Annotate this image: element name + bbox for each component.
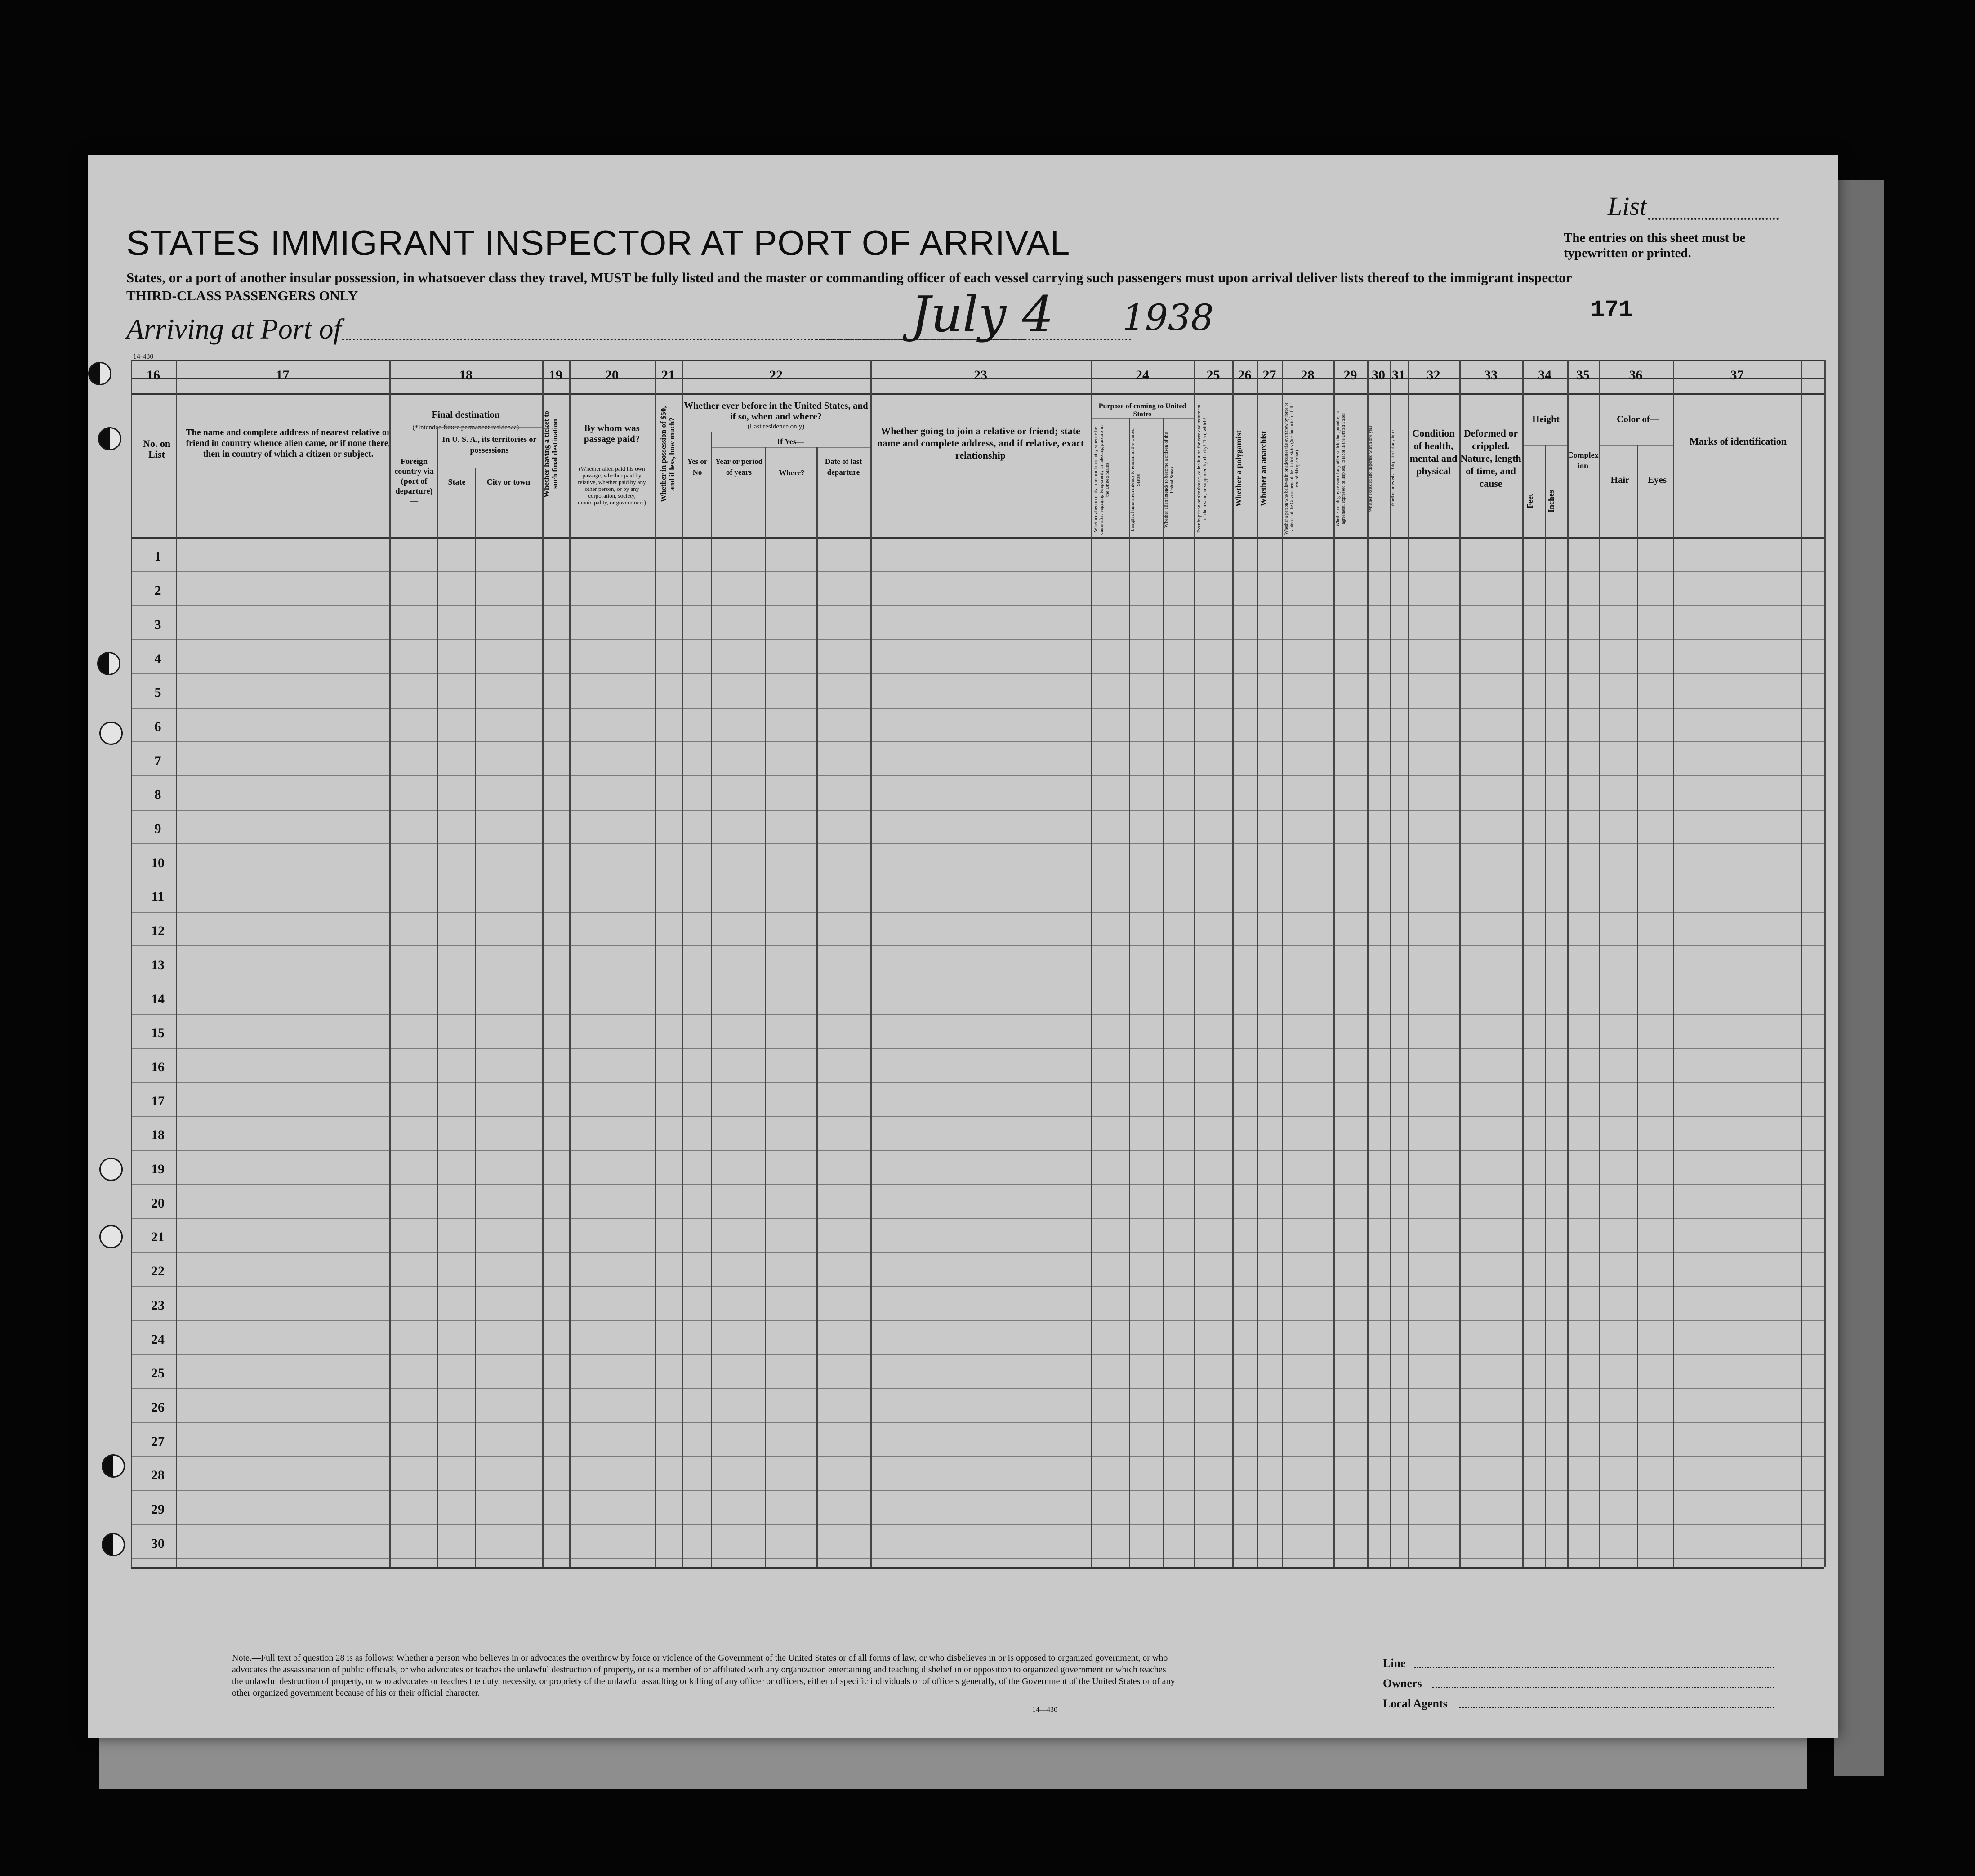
column-number: 21 bbox=[661, 368, 675, 383]
manifest-sheet bbox=[88, 155, 1838, 1738]
table-column-rule bbox=[1091, 360, 1092, 1567]
handwritten-date: July 4 bbox=[911, 285, 1054, 343]
header-prison: Ever in prison or almshouse, or institution for care and treatment of the insane, or supported by charity? If so, which? bbox=[1196, 405, 1208, 533]
table-column-rule bbox=[682, 360, 683, 1567]
table-column-rule bbox=[816, 447, 818, 1567]
header-purpose-return: Whether alien intends to return to country whence he came after engaging temporarily in laboring pursuits in the United States bbox=[1093, 425, 1110, 535]
punch-hole bbox=[99, 1158, 123, 1181]
table-column-rule bbox=[437, 427, 438, 1567]
form-title: STATES IMMIGRANT INSPECTOR AT PORT OF ARRIVAL bbox=[126, 223, 1070, 263]
header-period-years: Year or period of years bbox=[715, 457, 763, 477]
row-number: 16 bbox=[151, 1059, 165, 1074]
footer-agents-field bbox=[1459, 1707, 1774, 1708]
row-number: 24 bbox=[151, 1332, 165, 1347]
header-final-destination: Final destination bbox=[432, 409, 500, 420]
row-number: 17 bbox=[151, 1093, 165, 1109]
table-rule bbox=[131, 1456, 1824, 1457]
header-ever-before: Whether ever before in the United States, and if so, when and where? bbox=[684, 400, 868, 422]
row-number: 4 bbox=[154, 651, 161, 666]
table-column-rule bbox=[1232, 360, 1234, 1567]
table-rule bbox=[1091, 418, 1194, 419]
table-rule bbox=[1599, 445, 1673, 446]
row-number: 30 bbox=[151, 1536, 165, 1551]
column-number: 29 bbox=[1343, 368, 1357, 383]
column-number: 25 bbox=[1206, 368, 1220, 383]
table-rule bbox=[437, 427, 542, 428]
row-number: 10 bbox=[151, 855, 165, 870]
row-number: 25 bbox=[151, 1366, 165, 1381]
punch-hole bbox=[102, 1454, 125, 1478]
column-number: 28 bbox=[1301, 368, 1315, 383]
table-column-rule bbox=[389, 360, 391, 1567]
row-number: 18 bbox=[151, 1127, 165, 1143]
header-feet: Feet bbox=[1525, 494, 1534, 509]
table-rule bbox=[131, 1320, 1824, 1321]
table-column-rule bbox=[1282, 360, 1283, 1567]
manifest-table bbox=[131, 360, 1824, 1607]
row-number: 23 bbox=[151, 1297, 165, 1313]
table-column-rule bbox=[870, 360, 872, 1567]
table-column-rule bbox=[1390, 360, 1391, 1567]
table-column-rule bbox=[569, 360, 571, 1567]
header-hair: Hair bbox=[1610, 474, 1630, 485]
row-number: 22 bbox=[151, 1264, 165, 1279]
table-rule bbox=[131, 1286, 1824, 1287]
column-number: 19 bbox=[549, 368, 562, 383]
row-number: 1 bbox=[154, 549, 161, 564]
column-number: 31 bbox=[1392, 368, 1405, 383]
footer-line-field bbox=[1414, 1667, 1774, 1668]
table-column-rule bbox=[475, 468, 476, 1567]
table-rule bbox=[131, 1422, 1824, 1423]
table-rule bbox=[131, 1524, 1824, 1525]
row-number: 2 bbox=[154, 583, 161, 598]
table-column-rule bbox=[1459, 360, 1461, 1567]
punch-hole bbox=[99, 1225, 123, 1248]
table-column-rule bbox=[176, 360, 177, 1567]
header-purpose: Purpose of coming to United States bbox=[1098, 402, 1186, 418]
table-rule bbox=[131, 1048, 1824, 1049]
table-rule bbox=[131, 571, 1824, 572]
table-column-rule bbox=[1545, 445, 1546, 1567]
row-number: 9 bbox=[154, 821, 161, 837]
punch-hole bbox=[102, 1533, 125, 1556]
table-column-rule bbox=[542, 360, 544, 1567]
table-column-rule bbox=[1599, 360, 1600, 1567]
header-yes-no: Yes or No bbox=[687, 457, 708, 477]
table-column-rule bbox=[131, 360, 132, 1567]
row-number: 19 bbox=[151, 1162, 165, 1177]
punch-hole bbox=[97, 652, 120, 675]
header-anarchist: Whether an anarchist bbox=[1259, 431, 1268, 507]
header-state: State bbox=[448, 477, 466, 486]
table-column-rule bbox=[1194, 360, 1195, 1567]
table-rule bbox=[131, 1014, 1824, 1015]
table-rule bbox=[131, 1567, 1824, 1569]
row-number: 27 bbox=[151, 1434, 165, 1449]
column-number: 22 bbox=[769, 368, 783, 383]
arriving-label: Arriving at Port of bbox=[126, 313, 342, 345]
column-number: 26 bbox=[1238, 368, 1252, 383]
column-number: 37 bbox=[1730, 368, 1744, 383]
header-excluded: Whether excluded and deported within one year bbox=[1368, 425, 1373, 512]
column-number: 23 bbox=[974, 368, 987, 383]
table-column-rule bbox=[1637, 445, 1638, 1567]
row-number: 12 bbox=[151, 923, 165, 939]
table-column-rule bbox=[765, 447, 766, 1567]
table-rule bbox=[131, 1388, 1824, 1389]
table-rule bbox=[131, 1558, 1824, 1559]
column-number: 35 bbox=[1576, 368, 1590, 383]
form-code-top: 14-430 bbox=[133, 353, 154, 361]
table-column-rule bbox=[1257, 360, 1258, 1567]
row-number: 13 bbox=[151, 957, 165, 972]
header-last-departure: Date of last departure bbox=[825, 457, 862, 477]
row-number: 15 bbox=[151, 1025, 165, 1041]
punch-hole bbox=[99, 722, 123, 745]
row-number: 21 bbox=[151, 1230, 165, 1245]
table-rule bbox=[131, 673, 1824, 674]
table-rule bbox=[131, 1116, 1824, 1117]
table-rule bbox=[711, 447, 870, 448]
header-relative-address: The name and complete address of nearest relative or friend in country whence alien came, or if none there, then in country of which a citizen or subject. bbox=[186, 428, 391, 459]
table-rule bbox=[131, 775, 1824, 776]
header-color-of: Color of— bbox=[1617, 414, 1659, 424]
punch-hole bbox=[88, 362, 111, 385]
table-rule bbox=[131, 1184, 1824, 1185]
footer-owners-label: Owners bbox=[1383, 1677, 1422, 1690]
column-number: 20 bbox=[605, 368, 619, 383]
column-number: 16 bbox=[147, 368, 160, 383]
table-column-rule bbox=[1567, 360, 1569, 1567]
table-column-rule bbox=[1408, 360, 1409, 1567]
table-rule bbox=[131, 639, 1824, 640]
passenger-class-line: THIRD-CLASS PASSENGERS ONLY bbox=[126, 288, 358, 303]
header-fifty-dollars: Whether in possession of $50, and if less, how much? bbox=[659, 406, 676, 502]
footer-owners-field bbox=[1432, 1687, 1774, 1688]
list-label: List bbox=[1608, 192, 1647, 221]
header-height: Height bbox=[1532, 414, 1560, 424]
table-rule bbox=[131, 810, 1824, 811]
header-if-yes: If Yes— bbox=[777, 437, 804, 446]
footer-line-label: Line bbox=[1383, 1657, 1406, 1670]
table-column-rule bbox=[1824, 360, 1826, 1567]
table-rule bbox=[131, 741, 1824, 742]
row-number: 5 bbox=[154, 685, 161, 700]
table-rule bbox=[131, 708, 1824, 709]
column-number: 17 bbox=[276, 368, 290, 383]
table-rule bbox=[131, 843, 1824, 844]
footer-agents-label: Local Agents bbox=[1383, 1697, 1448, 1710]
table-column-rule bbox=[1522, 360, 1524, 1567]
table-column-rule bbox=[1129, 418, 1130, 1567]
header-passage-paid: By whom was passage paid? bbox=[584, 423, 640, 444]
handwritten-year: 1938 bbox=[1122, 297, 1214, 339]
sheet-number: 171 bbox=[1591, 297, 1633, 323]
list-number-line bbox=[1648, 218, 1779, 220]
table-column-rule bbox=[1163, 418, 1164, 1567]
table-rule bbox=[131, 393, 1824, 395]
header-eyes: Eyes bbox=[1648, 474, 1667, 485]
header-purpose-length: Length of time alien intends to remain in the United States bbox=[1130, 428, 1141, 531]
column-number: 33 bbox=[1484, 368, 1498, 383]
column-number: 34 bbox=[1538, 368, 1551, 383]
question-28-footnote: Note.—Full text of question 28 is as follows: Whether a person who believes in or advocates the overthrow by force or violence of the Government of the United States or of all forms of law, or who disbelieves in or is opposed to organized government, or who advocates the assassination of public officials, or who advocates or teaches the unlawful destruction of property, or is a member of or affiliated with any organization entertaining and teaching disbelief in or opposition to organized government or which teaches the unlawful destruction of property, or who advocates or teaches the duty, necessity, or propriety of the unlawful assaulting or killing of any officer or officers, either of specific individuals or of officers generally, of the Government of the United States or of any other organized government because of his or their official character. bbox=[232, 1653, 1175, 1698]
row-number: 20 bbox=[151, 1195, 165, 1211]
row-number: 11 bbox=[151, 889, 165, 905]
header-where: Where? bbox=[779, 468, 805, 477]
form-subtitle: States, or a port of another insular possession, in whatsoever class they travel, MUST be fully listed and the master or commanding officer of each vessel carrying such passengers must upon arrival deliver lists thereof to the immigrant inspector bbox=[126, 270, 1572, 285]
table-column-rule bbox=[1333, 360, 1335, 1567]
header-city: City or town bbox=[486, 477, 531, 486]
table-column-rule bbox=[1801, 360, 1802, 1567]
header-ever-before-note: (Last residence only) bbox=[747, 423, 805, 430]
header-list-no: No. on List bbox=[143, 438, 171, 460]
header-passage-paid-note: (Whether alien paid his own passage, whether paid by relative, whether paid by any other person, or by any corporation, society, municipality, or government) bbox=[578, 465, 646, 506]
header-overthrow: Whether a person who believes in or advocates the overthrow by force or violence of the Government of the United States (See footnote for full text of this question) bbox=[1284, 402, 1300, 535]
table-rule bbox=[131, 1082, 1824, 1083]
table-rule bbox=[131, 360, 1824, 361]
table-column-rule bbox=[1367, 360, 1369, 1567]
table-rule bbox=[131, 1490, 1824, 1491]
column-number: 27 bbox=[1262, 368, 1276, 383]
header-deformed: Deformed or crippled. Nature, length of time, and cause bbox=[1460, 428, 1521, 489]
table-rule bbox=[131, 1150, 1824, 1151]
header-inches: Inches bbox=[1547, 490, 1556, 513]
table-rule bbox=[131, 1252, 1824, 1253]
punch-hole bbox=[98, 427, 121, 450]
header-complexion: Complexion bbox=[1567, 450, 1599, 470]
header-join-relative: Whether going to join a relative or friend; state name and complete address, and if relative, exact relationship bbox=[877, 425, 1084, 461]
column-number: 18 bbox=[459, 368, 473, 383]
header-arrested: Whether arrested and deported at any time bbox=[1391, 430, 1395, 507]
header-purpose-citizen: Whether alien intends to become a citizen of the United States bbox=[1164, 432, 1175, 528]
table-rule bbox=[131, 605, 1824, 606]
table-rule bbox=[131, 1218, 1824, 1219]
table-rule bbox=[131, 912, 1824, 913]
table-column-rule bbox=[1673, 360, 1674, 1567]
underlying-page-edge bbox=[1834, 180, 1884, 1776]
table-rule bbox=[131, 945, 1824, 946]
header-ticket: Whether having a ticket to such final destination bbox=[542, 410, 559, 498]
column-number: 32 bbox=[1427, 368, 1440, 383]
row-number: 28 bbox=[151, 1468, 165, 1483]
table-rule bbox=[131, 537, 1824, 539]
header-polygamist: Whether a polygamist bbox=[1234, 430, 1243, 507]
row-number: 7 bbox=[154, 753, 161, 768]
header-health: Condition of health, mental and physical bbox=[1409, 428, 1458, 477]
column-number: 24 bbox=[1136, 368, 1149, 383]
row-number: 29 bbox=[151, 1502, 165, 1517]
table-rule bbox=[131, 1354, 1824, 1355]
header-marks: Marks of identification bbox=[1689, 436, 1787, 447]
header-final-destination-note: (*Intended future permanent residence) bbox=[412, 424, 519, 431]
row-number: 8 bbox=[154, 787, 161, 802]
table-column-rule bbox=[711, 432, 712, 1567]
row-number: 26 bbox=[151, 1399, 165, 1415]
header-in-usa: In U. S. A., its territories or possessions bbox=[442, 435, 537, 455]
column-number: 36 bbox=[1629, 368, 1643, 383]
header-foreign-country: Foreign country via (port of departure)— bbox=[394, 457, 434, 505]
row-number: 3 bbox=[154, 617, 161, 632]
row-number: 14 bbox=[151, 991, 165, 1007]
row-number: 6 bbox=[154, 719, 161, 734]
form-code-bottom: 14—430 bbox=[1032, 1706, 1057, 1714]
typewritten-instruction: The entries on this sheet must be typewritten or printed. bbox=[1564, 231, 1746, 260]
column-number: 30 bbox=[1372, 368, 1385, 383]
header-labor-offer: Whether coming by reason of any offer, solicitation, promise, or agreement, expressed or implied, to labor in the United States bbox=[1336, 410, 1346, 527]
table-column-rule bbox=[655, 360, 656, 1567]
